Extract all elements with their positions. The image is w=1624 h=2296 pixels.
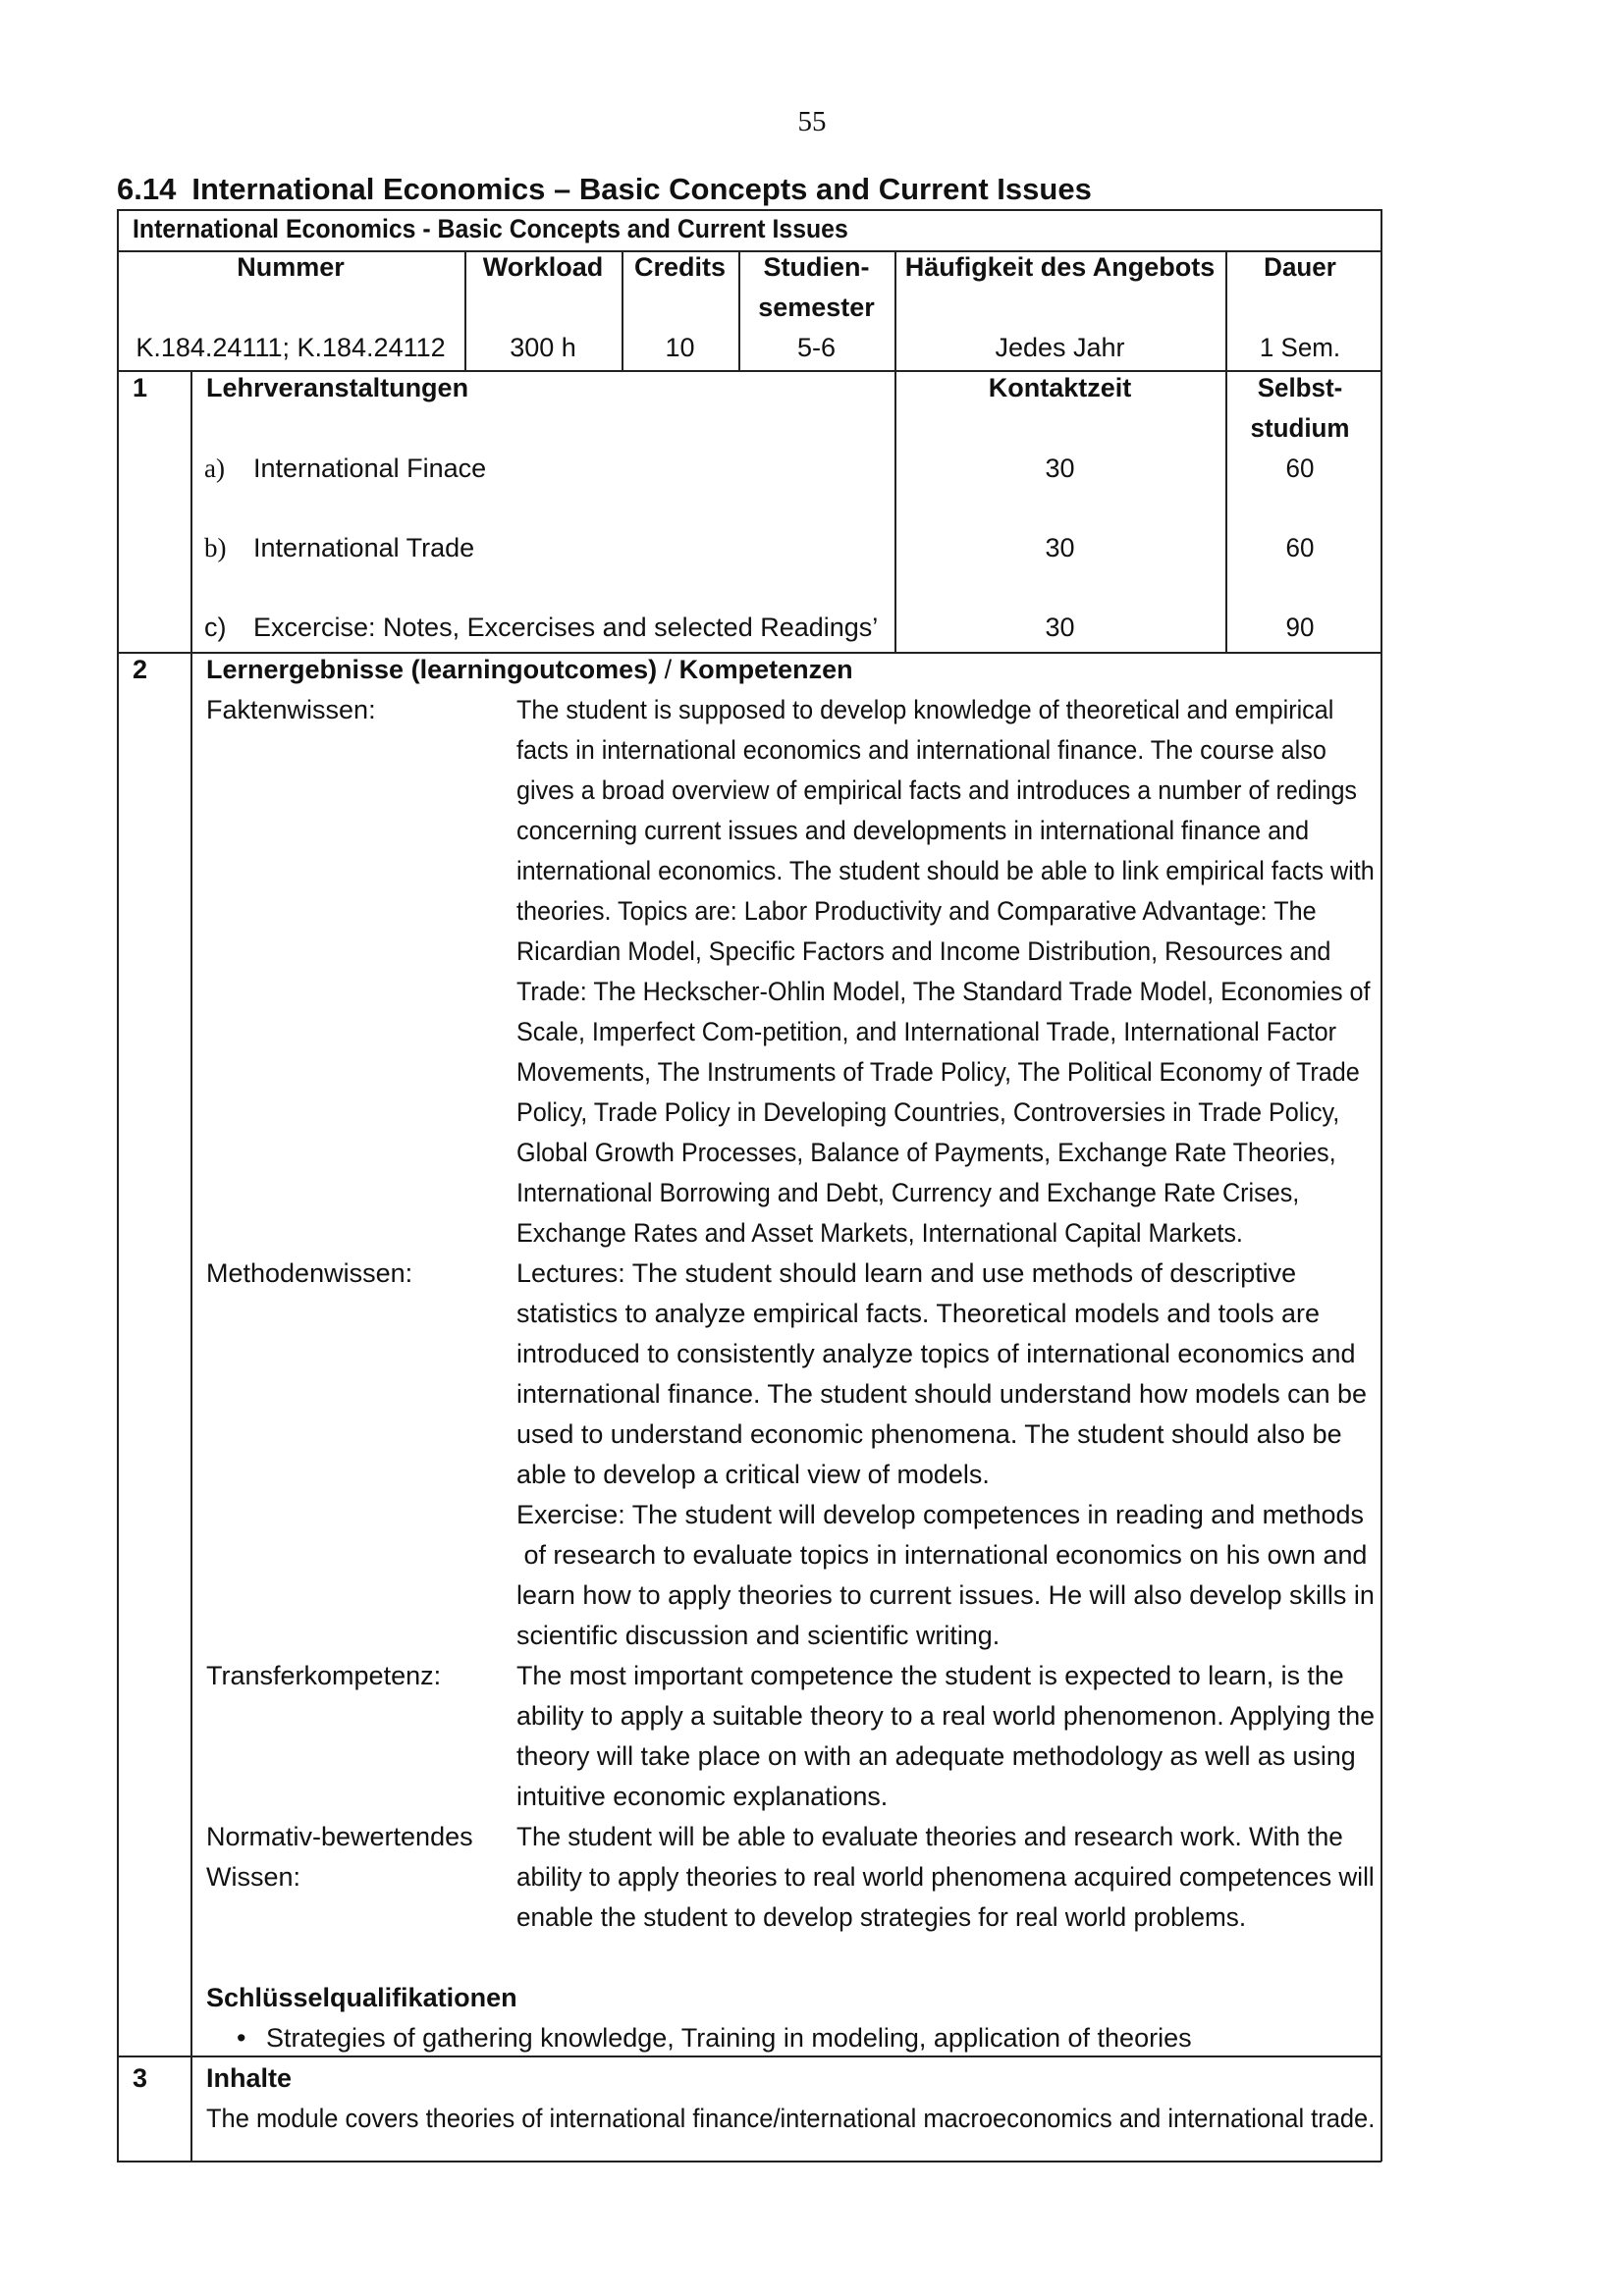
text-line: international finance. The student should understand how models can be xyxy=(516,1379,1367,1409)
header-studiensemester-2: semester xyxy=(758,293,875,322)
page-number: 55 xyxy=(797,106,827,137)
text-line: international economics. The student should be able to link empirical facts with xyxy=(516,856,1375,885)
header-selbststudium-2: studium xyxy=(1250,413,1350,443)
value-semester: 5-6 xyxy=(796,333,837,362)
section-2-title xyxy=(206,650,853,690)
number-column-divider xyxy=(190,370,192,2162)
text-line: concerning current issues and developments in international finance and xyxy=(516,816,1310,845)
table-bottom-border xyxy=(117,2161,1381,2163)
text-line: Exchange Rates and Asset Markets, International Capital Markets. xyxy=(516,1218,1243,1248)
header-credits: Credits xyxy=(633,252,727,282)
header-haeufigkeit: Häufigkeit des Angebots xyxy=(904,252,1216,282)
text-line: enable the student to develop strategies for real world problems. xyxy=(516,1902,1247,1932)
bullet-icon: • xyxy=(237,2023,246,2053)
course-letter: a) xyxy=(204,454,225,483)
table-left-border xyxy=(117,209,119,2162)
header-workload: Workload xyxy=(482,252,604,282)
text-line: International Borrowing and Debt, Currency and Exchange Rate Crises, xyxy=(516,1178,1300,1207)
text-line: Policy, Trade Policy in Developing Countries, Controversies in Trade Policy, xyxy=(516,1097,1340,1127)
course-name: International Finace xyxy=(253,454,487,483)
faktenwissen-text xyxy=(516,690,1437,1254)
text-line: Scale, Imperfect Com-petition, and International Trade, International Factor xyxy=(516,1017,1337,1046)
section-1-number: 1 xyxy=(133,373,148,402)
course-selbststudium: 60 xyxy=(1285,533,1315,562)
text-line: gives a broad overview of empirical facts and introduces a number of redings xyxy=(516,775,1358,805)
text-line: ability to apply a suitable theory to a real world phenomenon. Applying the xyxy=(516,1701,1376,1731)
header-dauer: Dauer xyxy=(1264,252,1336,282)
value-workload: 300 h xyxy=(510,333,576,362)
value-dauer: 1 Sem. xyxy=(1259,333,1341,362)
schluesselqualifikationen-title: Schlüsselqualifikationen xyxy=(206,1983,517,2012)
section-1-title: Lehrveranstaltungen xyxy=(206,373,469,402)
course-name: International Trade xyxy=(253,533,475,562)
text-line: The most important competence the student is expected to learn, is the xyxy=(516,1661,1344,1690)
text-line: The student will be able to evaluate theories and research work. With the xyxy=(516,1822,1343,1851)
faktenwissen-label: Faktenwissen: xyxy=(206,695,376,724)
normativ-label-2: Wissen: xyxy=(206,1862,301,1892)
text-line: statistics to analyze empirical facts. Theoretical models and tools are xyxy=(516,1299,1320,1328)
text-line: able to develop a critical view of models. xyxy=(516,1460,990,1489)
section-title: International Economics – Basic Concepts and Current Issues xyxy=(191,172,1092,206)
section-3-number: 3 xyxy=(133,2063,148,2093)
transferkompetenz-label: Transferkompetenz: xyxy=(206,1661,442,1690)
course-selbststudium: 60 xyxy=(1285,454,1315,483)
text-line: Movements, The Instruments of Trade Policy, The Political Economy of Trade xyxy=(516,1057,1360,1087)
header-kontaktzeit: Kontaktzeit xyxy=(988,373,1132,402)
value-haeufigkeit: Jedes Jahr xyxy=(995,333,1125,362)
text-line: facts in international economics and international finance. The course also xyxy=(516,735,1326,765)
text-line: learn how to apply theories to current issues. He will also develop skills in xyxy=(516,1580,1375,1610)
section-3-text: The module covers theories of international finance/international macroeconomics and international trade. xyxy=(206,2104,1376,2133)
section-2-title-part: Lernergebnisse (learningoutcomes) xyxy=(206,655,658,684)
text-line: Trade: The Heckscher-Ohlin Model, The Standard Trade Model, Economies of xyxy=(516,977,1371,1006)
normativ-label-1: Normativ-bewertendes xyxy=(206,1822,473,1851)
section-number: 6.14 xyxy=(117,172,177,206)
text-line: ability to apply theories to real world phenomena acquired competences will xyxy=(516,1862,1375,1892)
text-line: theories. Topics are: Labor Productivity and Comparative Advantage: The xyxy=(516,896,1317,926)
text-line: intuitive economic explanations. xyxy=(516,1782,889,1811)
header-selbststudium-1: Selbst- xyxy=(1257,373,1343,402)
course-kontaktzeit: 30 xyxy=(1045,613,1075,642)
section-2-title-separator: / xyxy=(657,655,679,684)
header-studiensemester-1: Studien- xyxy=(763,252,870,282)
schluessel-list-item xyxy=(237,2018,1192,2058)
value-credits: 10 xyxy=(665,333,695,362)
section-2-title-part: Kompetenzen xyxy=(678,655,853,684)
table-title: International Economics - Basic Concepts and Current Issues xyxy=(133,214,848,243)
text-line: used to understand economic phenomena. The student should also be xyxy=(516,1419,1342,1449)
transferkompetenz-text xyxy=(516,1656,1381,1817)
methodenwissen-label: Methodenwissen: xyxy=(206,1258,413,1288)
methodenwissen-text xyxy=(516,1254,1377,1656)
text-line: theory will take place on with an adequate methodology as well as using xyxy=(516,1741,1356,1771)
section-2-number: 2 xyxy=(133,655,148,684)
text-line: scientific discussion and scientific writing. xyxy=(516,1621,1001,1650)
text-line: introduced to consistently analyze topics of international economics and xyxy=(516,1339,1356,1368)
course-kontaktzeit: 30 xyxy=(1045,533,1075,562)
section-heading xyxy=(117,172,1092,207)
course-selbststudium: 90 xyxy=(1285,613,1315,642)
course-kontaktzeit: 30 xyxy=(1045,454,1075,483)
course-letter: b) xyxy=(204,533,227,562)
text-line: of research to evaluate topics in international economics on his own and xyxy=(516,1540,1368,1570)
text-line: Lectures: The student should learn and use methods of descriptive xyxy=(516,1258,1297,1288)
course-letter: c) xyxy=(204,613,227,642)
normativ-text xyxy=(516,1817,1404,1938)
course-name: Excercise: Notes, Excercises and selected Readings’ xyxy=(253,613,879,642)
list-item-text: Strategies of gathering knowledge, Training in modeling, application of theories xyxy=(266,2023,1192,2053)
value-nummer: K.184.24111; K.184.24112 xyxy=(135,333,446,362)
text-line: Ricardian Model, Specific Factors and Income Distribution, Resources and xyxy=(516,936,1331,966)
text-line: Global Growth Processes, Balance of Payments, Exchange Rate Theories, xyxy=(516,1138,1336,1167)
header-nummer: Nummer xyxy=(237,252,345,282)
text-line: Exercise: The student will develop competences in reading and methods xyxy=(516,1500,1364,1529)
section-3-title: Inhalte xyxy=(206,2063,293,2093)
text-line: The student is supposed to develop knowledge of theoretical and empirical xyxy=(516,695,1334,724)
